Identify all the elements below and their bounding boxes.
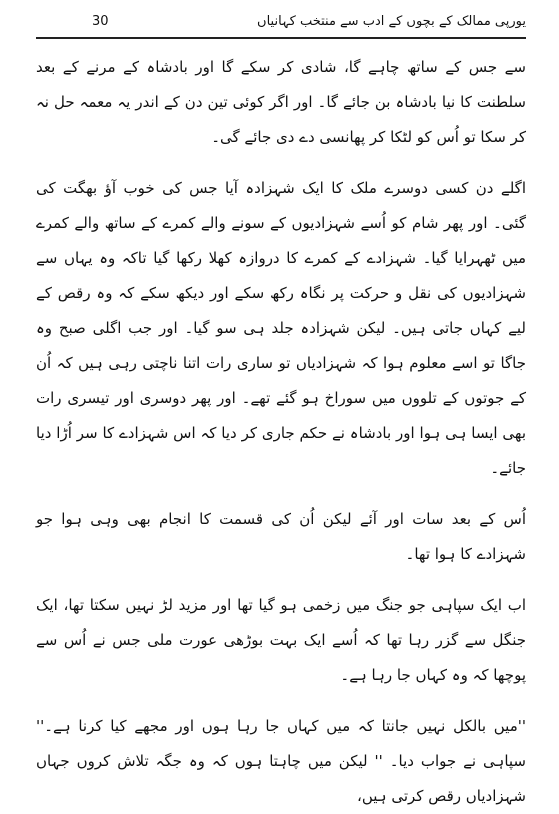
paragraph-3: اُس کے بعد سات اور آئے لیکن اُن کی قسمت کا انجام بھی وہی ہوا جو شہزادے کا ہوا تھا۔ <box>36 510 526 563</box>
paragraph-5: ''میں بالکل نہیں جانتا کہ میں کہاں جا رہا ہوں اور مجھے کیا کرنا ہے۔'' سپاہی نے جواب دیا۔ '' لیکن میں چاہتا ہوں کہ وہ جگہ تلاش کروں جہاں شہزادیاں رقص کرتی ہیں، <box>36 717 526 805</box>
body-text <box>36 50 526 814</box>
page-header <box>36 12 526 36</box>
page-number: 30 <box>92 14 109 29</box>
header-rule <box>36 37 526 39</box>
paragraph-4: اب ایک سپاہی جو جنگ میں زخمی ہو گیا تھا اور مزید لڑ نہیں سکتا تھا، ایک جنگل سے گزر رہا تھا کہ اُسے ایک بہت بوڑھی عورت ملی جس نے اُس سے پوچھا کہ وہ کہاں جا رہا ہے۔ <box>36 596 526 684</box>
paragraph-2: اگلے دن کسی دوسرے ملک کا ایک شہزادہ آیا جس کی خوب آؤ بھگت کی گئی۔ اور پھر شام کو اُسے شہزادیوں کے سونے والے کمرے کے ساتھ والے کمرے میں ٹھہرایا گیا۔ شہزادے کے کمرے کا دروازہ کھلا رکھا گیا تاکہ وہ یہاں سے شہزادیوں کی نقل و حرکت پر نگاہ رکھ سکے اور دیکھ سکے کہ وہ رقص کے لیے کہاں جاتی ہیں۔ لیکن شہزادہ جلد ہی سو گیا۔ اور جب اگلی صبح وہ جاگا تو اسے معلوم ہوا کہ شہزادیاں تو ساری رات اتنا ناچتی رہی ہیں کہ اُن کے جوتوں کے تلووں میں سوراخ ہو گئے تھے۔ اور پھر دوسری اور تیسری رات بھی ایسا ہی ہوا اور بادشاہ نے حکم جاری کر دیا کہ اس شہزادے کا سر اُڑا دیا جائے۔ <box>36 179 526 477</box>
running-title: یورپی ممالک کے بچوں کے ادب سے منتخب کہانیاں <box>257 14 526 29</box>
paragraph-1: سے جس کے ساتھ چاہے گا، شادی کر سکے گا اور بادشاہ کے مرنے کے بعد سلطنت کا نیا بادشاہ بن جائے گا۔ اور اگر کوئی تین دن کے اندر یہ معمہ حل نہ کر سکا تو اُس کو لٹکا کر پھانسی دے دی جائے گی۔ <box>36 58 526 146</box>
